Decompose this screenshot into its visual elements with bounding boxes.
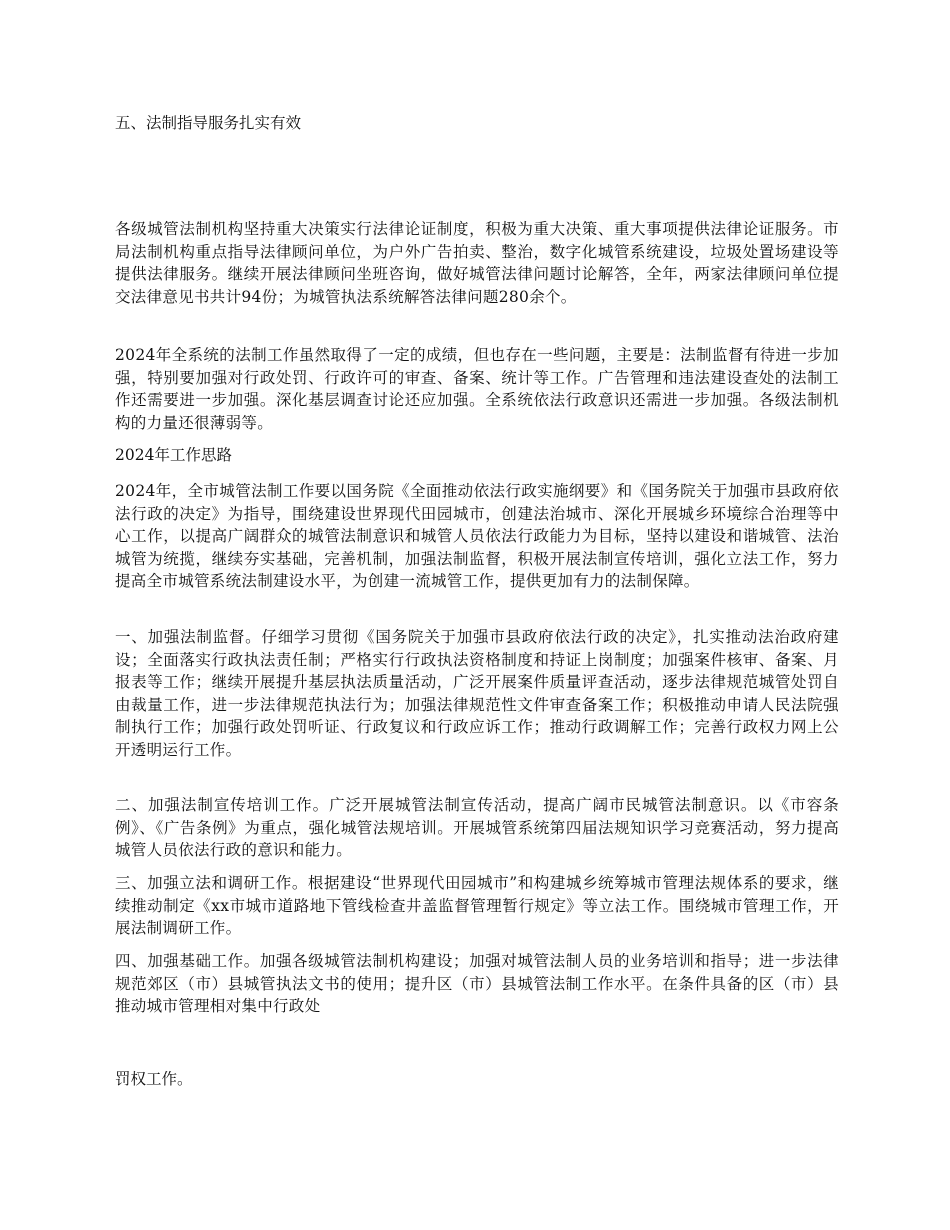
paragraph-continuation: 罚权工作。 bbox=[115, 1070, 193, 1088]
paragraph-item-two: 二、加强法制宣传培训工作。广泛开展城管法制宣传活动，提高广阔市民城管法制意识。以《市容条例》、《广告条例》为重点，强化城管法规培训。开展城管系统第四届法规知识学习竞赛活动，努力提高城管人员依法行政的意识和能力。 bbox=[115, 796, 839, 859]
paragraph-item-one: 一、加强法制监督。仔细学习贯彻《国务院关于加强市县政府依法行政的决定》，扎实推动法治政府建设；全面落实行政执法责任制；严格实行行政执法资格制度和持证上岗制度；加强案件核审、备案、月报表等工作；继续开展提升基层执法质量活动，广泛开展案件质量评查活动，逐步法律规范城管处罚自由裁量工作，进一步法律规范执法行为；加强法律规范性文件审查备案工作；积极推动申请人民法院强制执行工作；加强行政处罚听证、行政复议和行政应诉工作；推动行政调解工作；完善行政权力网上公开透明运行工作。 bbox=[115, 628, 839, 759]
paragraph-work-plan: 2024年，全市城管法制工作要以国务院《全面推动依法行政实施纲要》和《国务院关于加强市县政府依法行政的决定》为指导，围绕建设世界现代田园城市，创建法治城市、深化开展城乡环境综合治理等中心工作，以提高广阔群众的城管法制意识和城管人员依法行政能力为目标，坚持以建设和谐城管、法治城管为统揽，继续夯实基础，完善机制，加强法制监督，积极开展法制宣传培训，强化立法工作，努力提高全市城管系统法制建设水平，为创建一流城管工作，提供更加有力的法制保障。 bbox=[115, 482, 839, 590]
work-plan-heading: 2024年工作思路 bbox=[115, 446, 232, 464]
paragraph-legal-services: 各级城管法制机构坚持重大决策实行法律论证制度，积极为重大决策、重大事项提供法律论证服务。市局法制机构重点指导法律顾问单位，为户外广告拍卖、整治，数字化城管系统建设，垃圾处置场建设等提供法律服务。继续开展法律顾问坐班咨询，做好城管法律问题讨论解答，全年，两家法律顾问单位提交法律意见书共计94份；为城管执法系统解答法律问题280余个。 bbox=[115, 220, 839, 306]
paragraph-problems: 2024年全系统的法制工作虽然取得了一定的成绩，但也存在一些问题，主要是：法制监督有待进一步加强，特别要加强对行政处罚、行政许可的审查、备案、统计等工作。广告管理和违法建设查处的法制工作还需要进一步加强。深化基层调查讨论还应加强。全系统依法行政意识还需进一步加强。各级法制机构的力量还很薄弱等。 bbox=[115, 346, 839, 432]
paragraph-item-three: 三、加强立法和调研工作。根据建设“世界现代田园城市”和构建城乡统筹城市管理法规体系的要求，继续推动制定《xx市城市道路地下管线检查井盖监督管理暂行规定》等立法工作。围绕城市管理工作，开展法制调研工作。 bbox=[115, 874, 839, 937]
section-heading: 五、法制指导服务扎实有效 bbox=[115, 114, 302, 132]
paragraph-item-four: 四、加强基础工作。加强各级城管法制机构建设；加强对城管法制人员的业务培训和指导；进一步法律规范郊区（市）县城管执法文书的使用；提升区（市）县城管法制工作水平。在条件具备的区（市）县推动城市管理相对集中行政处 bbox=[115, 952, 839, 1015]
